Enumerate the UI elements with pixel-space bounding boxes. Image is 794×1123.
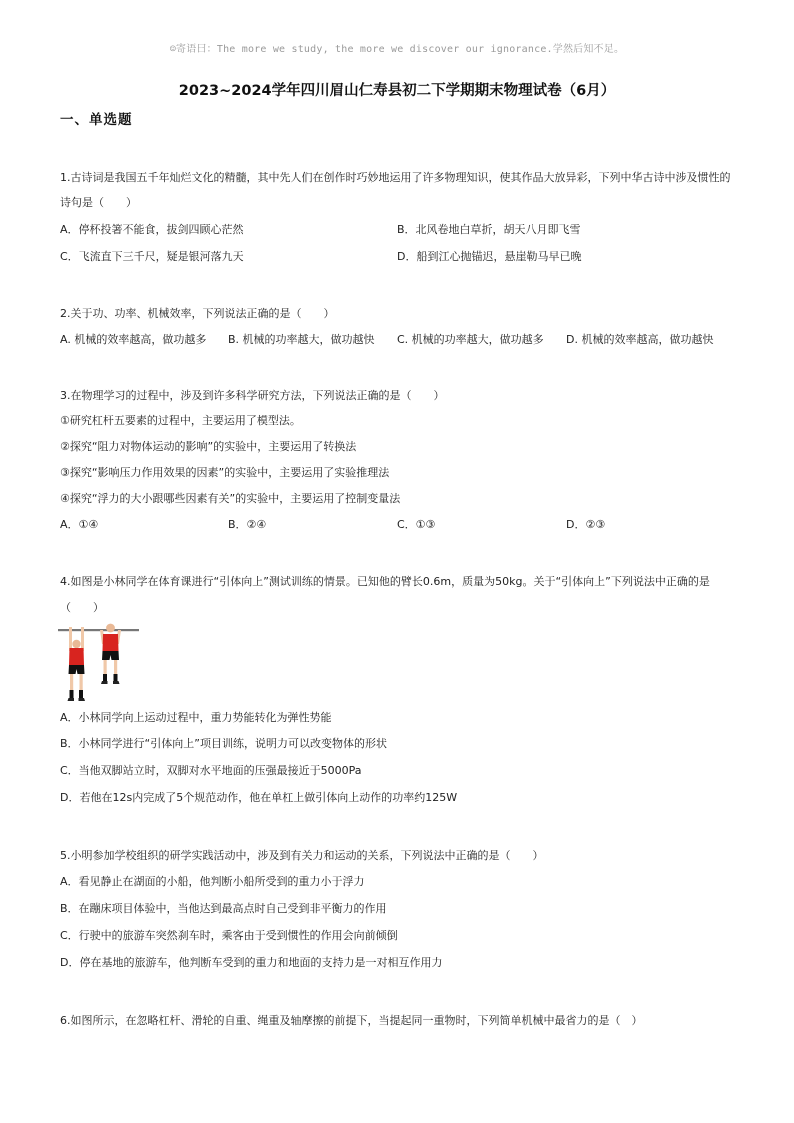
q2-stem: 2.关于功、功率、机械效率，下列说法正确的是（ ） [60,307,335,320]
q3-item-3: ③探究“影响压力作用效果的因素”的实验中，主要运用了实验推理法 [60,466,390,479]
q4-stem: 4.如图是小林同学在体育课进行“引体向上”测试训练的情景。已知他的臂长0.6m，质量为50kg。关于“引体向上”下列说法中正确的是 [60,575,710,588]
q1-option-c: C．飞流直下三千尺，疑是银河落九天 [60,250,244,263]
q5-option-b: B．在蹦床项目体验中，当他达到最高点时自己受到非平衡力的作用 [60,902,387,915]
q3-item-4: ④探究“浮力的大小跟哪些因素有关”的实验中，主要运用了控制变量法 [60,492,401,505]
q3-option-a: A．①④ [60,518,99,531]
section-heading: 一、单选题 [60,112,133,128]
q1-stem-cont: 诗句是（ ） [60,196,137,209]
q3-stem: 3.在物理学习的过程中，涉及到许多科学研究方法，下列说法正确的是（ ） [60,389,445,402]
q3-option-d: D．②③ [566,518,606,531]
q2-option-b: B. 机械的功率越大，做功越快 [228,333,375,346]
q3-item-2: ②探究“阻力对物体运动的影响”的实验中，主要运用了转换法 [60,440,357,453]
athlete-pulled-up [100,624,121,684]
q4-option-d: D．若他在12s内完成了5个规范动作，他在单杠上做引体向上动作的功率约125W [60,791,458,804]
athlete-hanging [68,627,86,701]
q4-option-b: B．小林同学进行“引体向上”项目训练，说明力可以改变物体的形状 [60,737,387,750]
q3-option-c: C．①③ [397,518,436,531]
q6-stem: 6.如图所示，在忽略杠杆、滑轮的自重、绳重及轴摩擦的前提下，当提起同一重物时，下列简单机械中最省力的是（ ） [60,1014,643,1027]
q5-option-a: A．看见静止在湖面的小船，他判断小船所受到的重力小于浮力 [60,875,365,888]
q5-option-c: C．行驶中的旅游车突然刹车时，乘客由于受到惯性的作用会向前倾倒 [60,929,398,942]
q2-option-c: C. 机械的功率越大，做功越多 [397,333,544,346]
q4-option-a: A．小林同学向上运动过程中，重力势能转化为弹性势能 [60,711,332,724]
q3-item-1: ①研究杠杆五要素的过程中，主要运用了模型法。 [60,414,301,427]
q1-option-a: A．停杯投箸不能食，拔剑四顾心茫然 [60,223,244,236]
q4-stem-cont: （ ） [60,601,104,614]
motto: ☺寄语曰：The more we study, the more we discover our ignorance.学然后知不足。 [169,44,625,55]
page-title: 2023~2024学年四川眉山仁寿县初二下学期期末物理试卷（6月） [178,83,616,99]
q4-option-c: C．当他双脚站立时，双脚对水平地面的压强最接近于5000Pa [60,764,362,777]
q1-option-b: B．北风卷地白草折，胡天八月即飞雪 [397,223,581,236]
q5-stem: 5.小明参加学校组织的研学实践活动中，涉及到有关力和运动的关系，下列说法中正确的是（ ） [60,849,544,862]
q1-option-d: D．船到江心抛锚迟，悬崖勒马早已晚 [397,250,582,263]
q5-option-d: D．停在基地的旅游车，他判断车受到的重力和地面的支持力是一对相互作用力 [60,956,443,969]
q2-option-d: D. 机械的效率越高，做功越快 [566,333,714,346]
q3-option-b: B．②④ [228,518,267,531]
q2-option-a: A. 机械的效率越高，做功越多 [60,333,207,346]
q1-stem: 1.古诗词是我国五千年灿烂文化的精髓，其中先人们在创作时巧妙地运用了许多物理知识，使其作品大放异彩，下列中华古诗中涉及惯性的 [60,171,731,184]
pull-up-figure [58,618,140,702]
